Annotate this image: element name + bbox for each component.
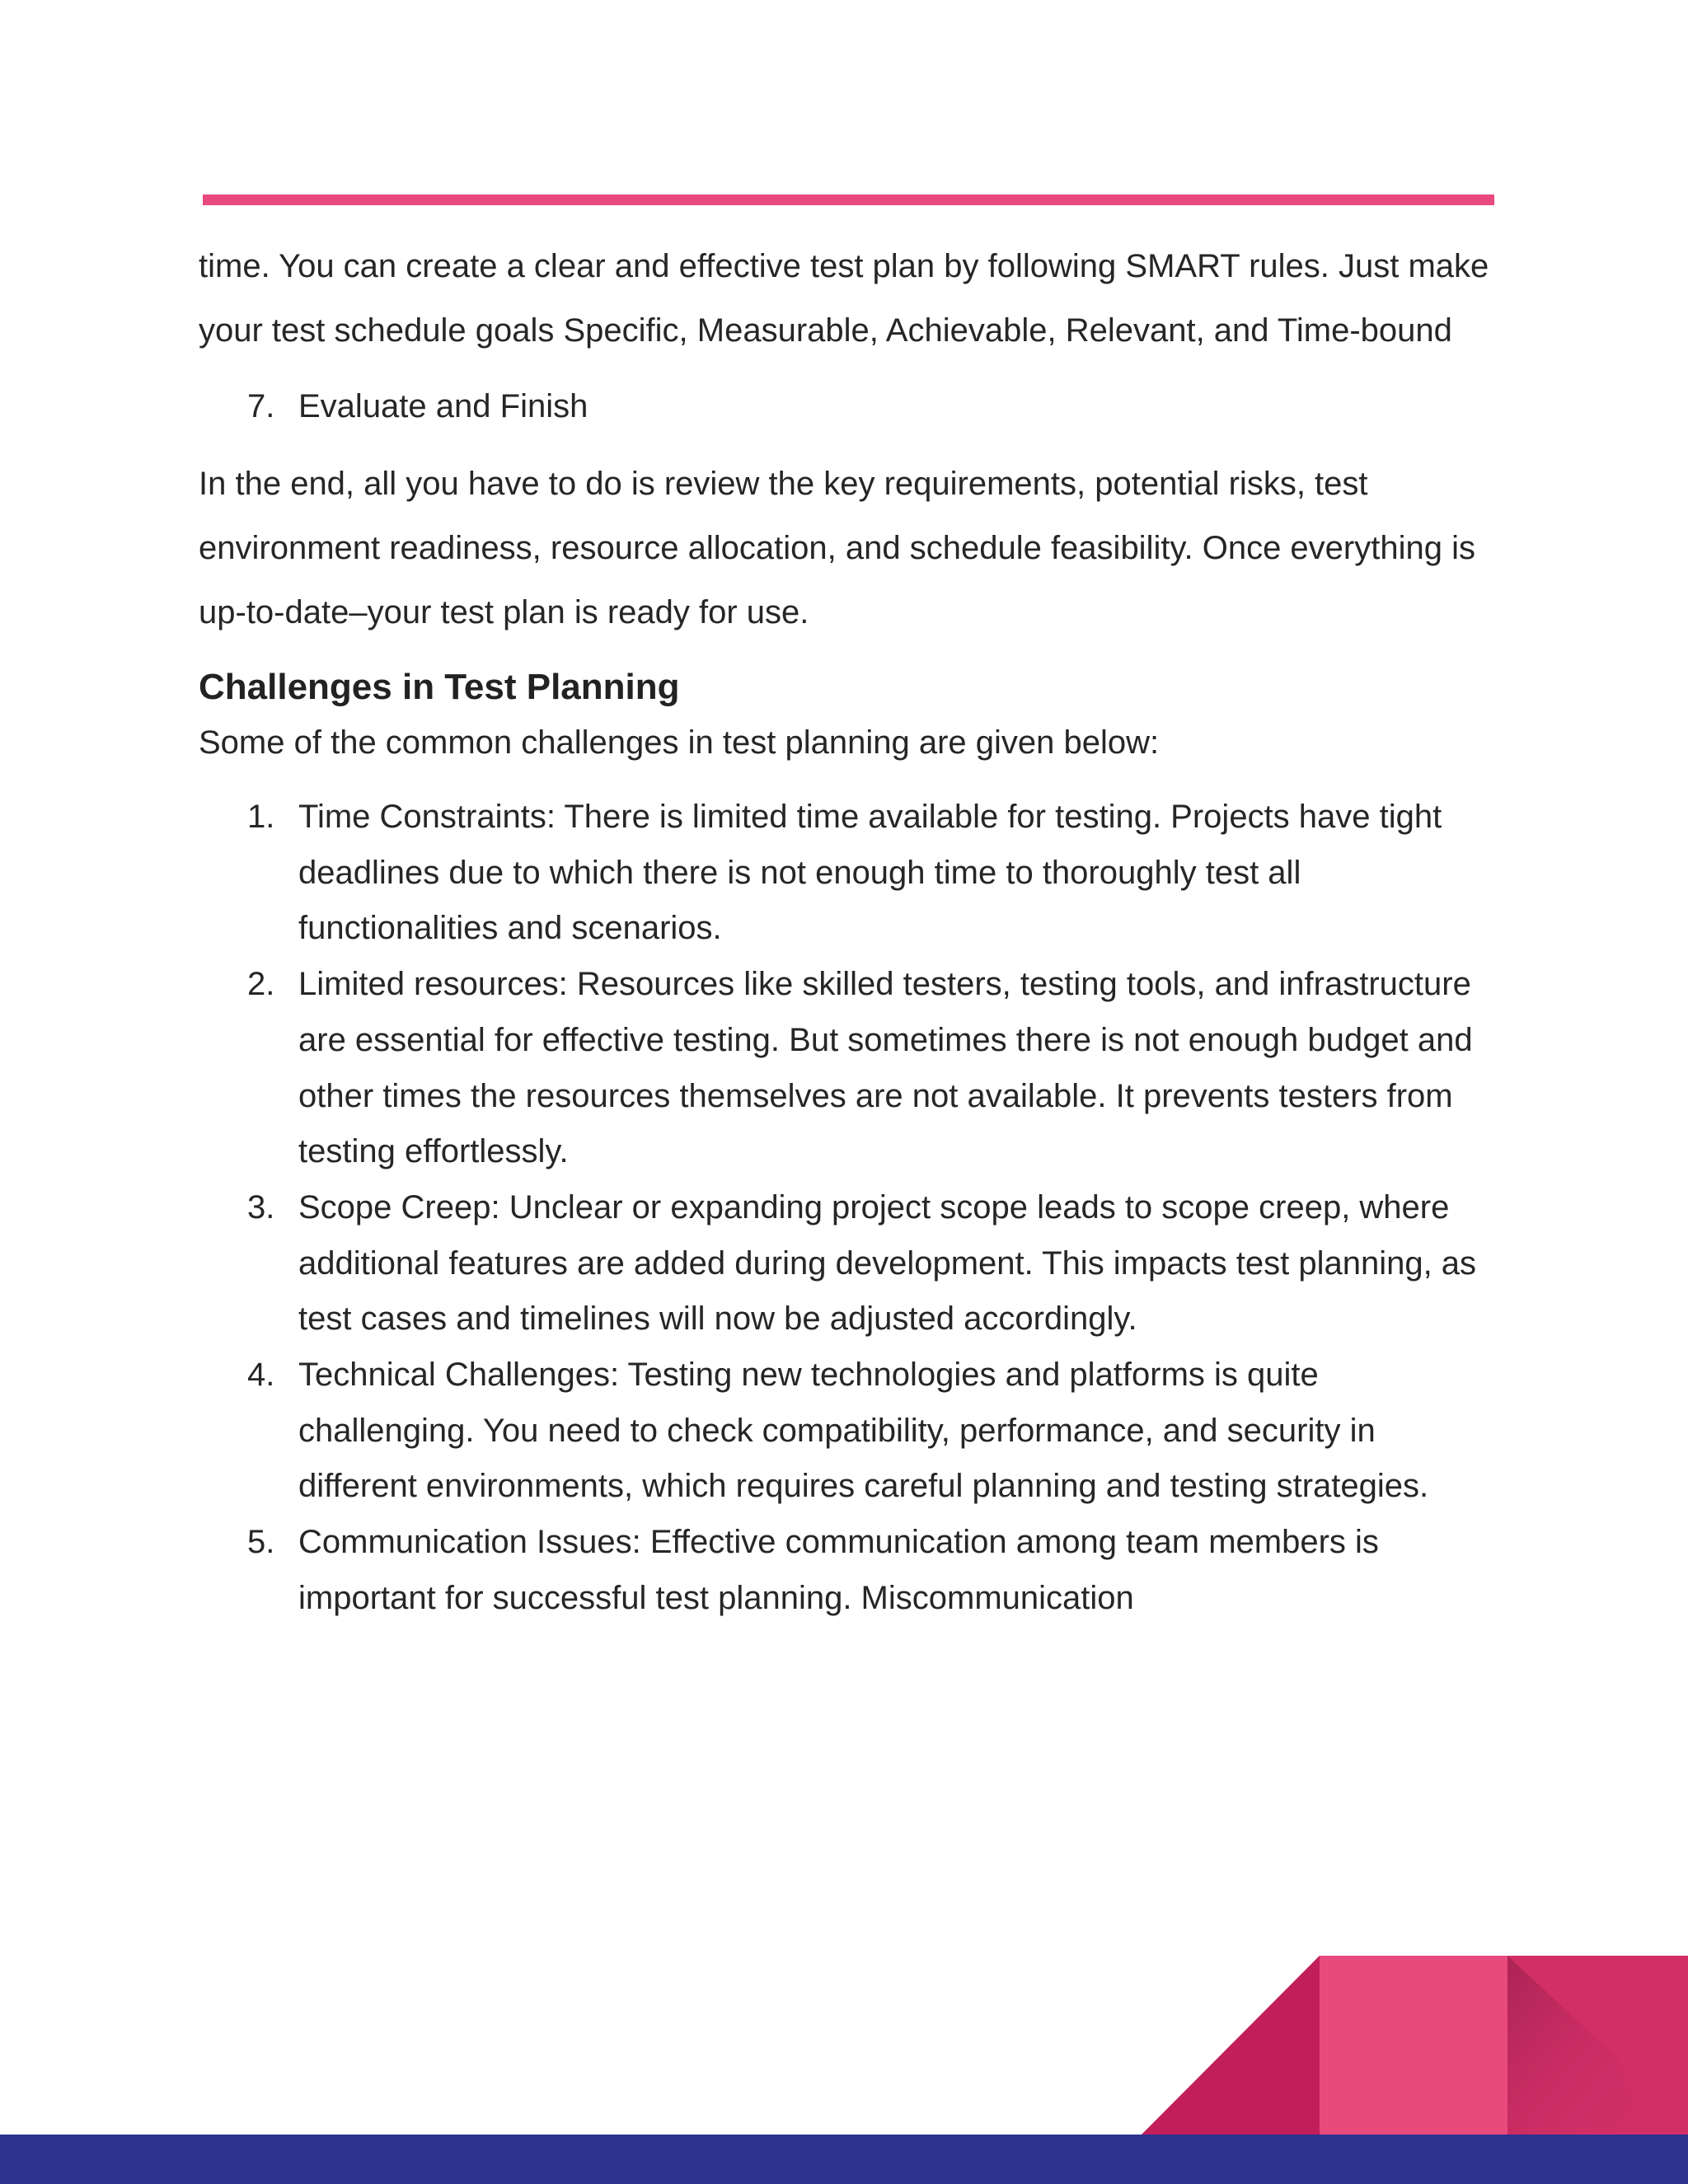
list-item-text: Technical Challenges: Testing new technologies and platforms is quite challenging. You need to check compatibility, performance, and security in different environments, which requires careful planning and testing strategies.: [298, 1357, 1429, 1505]
list-item: [199, 1515, 1496, 1626]
list-item: [199, 957, 1496, 1180]
step-7-item: [199, 379, 1496, 434]
section-intro: Some of the common challenges in test planning are given below:: [199, 724, 1160, 761]
step-7-text: Evaluate and Finish: [298, 388, 588, 424]
list-item-number: 1.: [247, 799, 275, 835]
list-item: [199, 1347, 1496, 1515]
list-item-text: Time Constraints: There is limited time available for testing. Projects have tight deadlines due to which there is not enough time to thoroughly test all functionalities and scenarios.: [298, 799, 1442, 947]
page-content: [199, 234, 1496, 1627]
footer-fold-shadow: [1507, 1956, 1648, 2135]
list-item-text: Limited resources: Resources like skilled testers, testing tools, and infrastructure are essential for effective testing. But sometimes there is not enough budget and other times the resources themselves are not available. It prevents testers from testing effortlessly.: [298, 966, 1473, 1170]
challenges-list: [199, 790, 1496, 1627]
footer-crimson-triangle: [1142, 1956, 1320, 2135]
step-7-number: 7.: [247, 388, 275, 424]
list-item-text: Communication Issues: Effective communication among team members is important for successful test planning. Miscommunication: [298, 1524, 1379, 1616]
footer-navy-band: [0, 2135, 1688, 2184]
list-item-number: 5.: [247, 1524, 275, 1561]
list-item-number: 3.: [247, 1188, 275, 1226]
list-item: [199, 1180, 1496, 1347]
list-item-text: Scope Creep: Unclear or expanding project scope leads to scope creep, where additional features are added during development. This impacts test planning, as test cases and timelines will now be adjusted accordingly.: [298, 1188, 1477, 1338]
closing-paragraph: In the end, all you have to do is review the key requirements, potential risks, test environment readiness, resource allocation, and schedule feasibility. Once everything is up-to-date–your test plan is ready for use.: [199, 466, 1475, 630]
list-item: [199, 790, 1496, 957]
footer-pink-shape: [1142, 1956, 1688, 2135]
list-item-number: 2.: [247, 966, 275, 1003]
intro-paragraph: time. You can create a clear and effective test plan by following SMART rules. Just make your test schedule goals Specific, Measurable, Achievable, Relevant, and Time-bound: [199, 248, 1489, 349]
list-item-number: 4.: [247, 1357, 275, 1394]
section-heading: Challenges in Test Planning: [199, 667, 680, 707]
footer-right-panel: [1507, 1956, 1688, 2135]
header-accent-rule: [203, 194, 1494, 205]
